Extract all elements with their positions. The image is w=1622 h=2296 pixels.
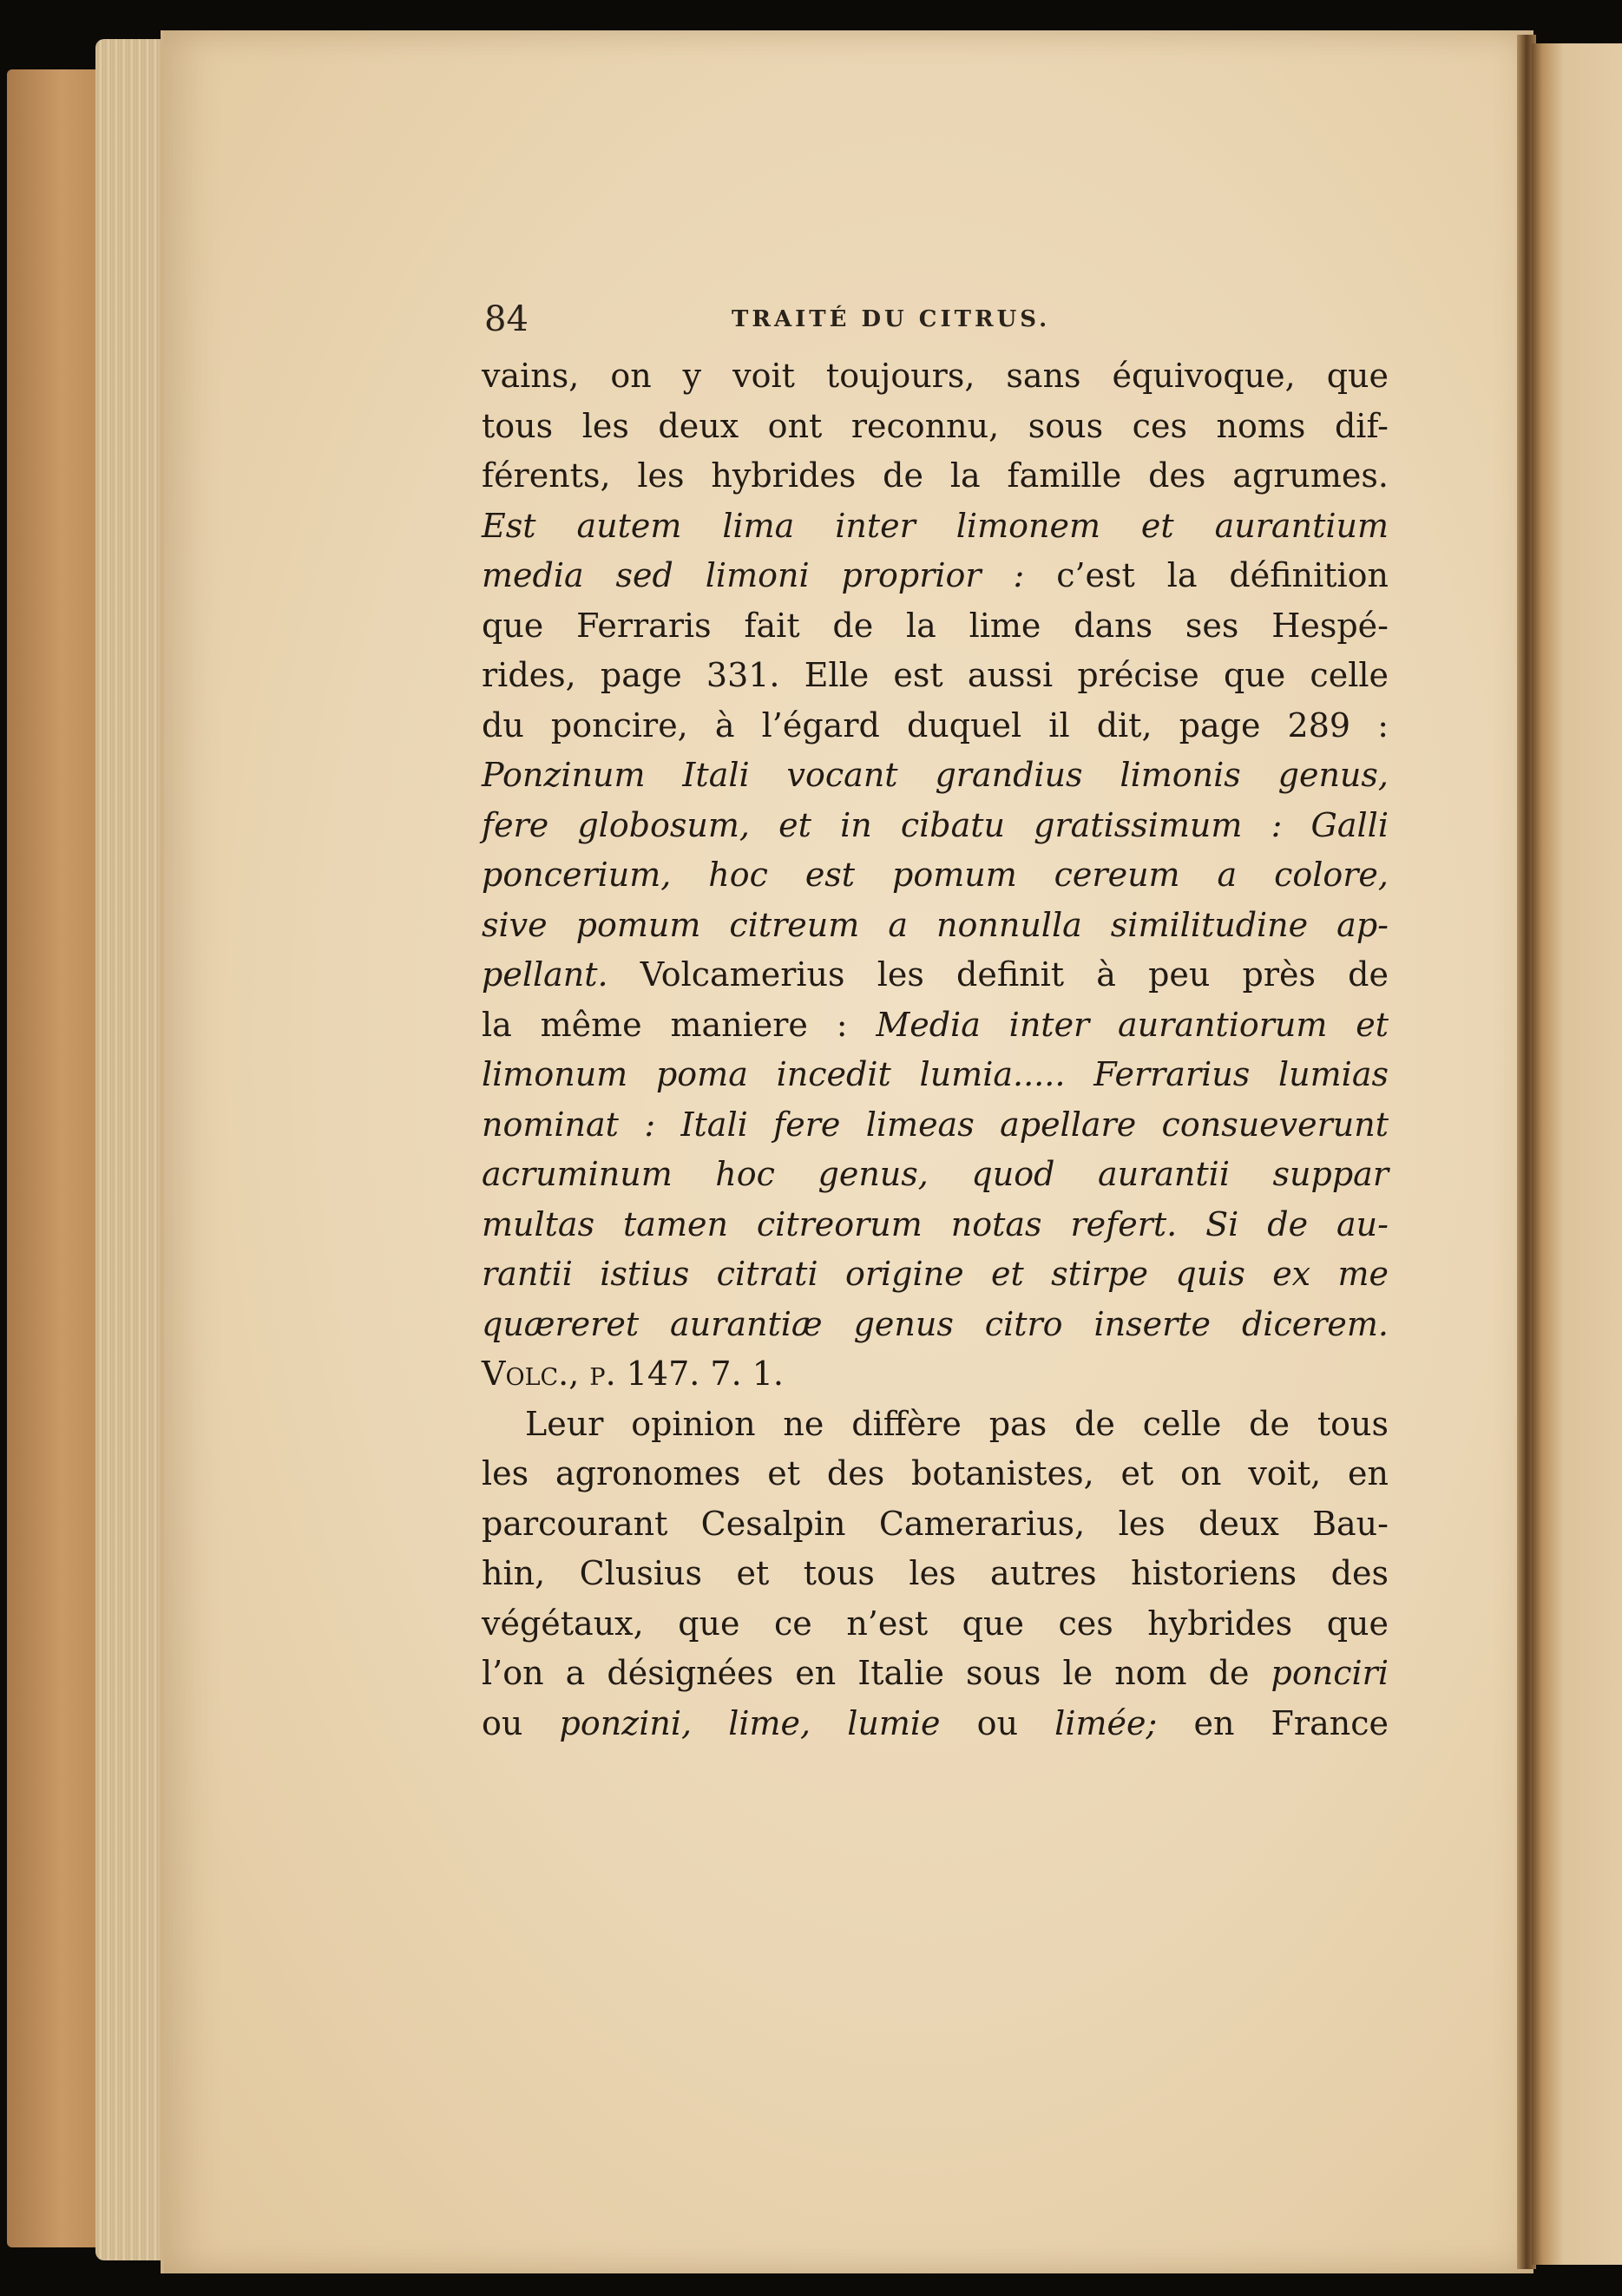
page-header: [484, 299, 1387, 351]
roman-text: ou: [940, 1703, 1019, 1742]
italic-text: Est autem lima inter limonem et aurantium: [482, 506, 1389, 545]
italic-text: quæreret aurantiæ genus citro inserte dicerem.: [482, 1304, 1389, 1343]
text-line: [482, 1100, 1389, 1151]
text-line: [482, 1449, 1389, 1499]
text-line: [482, 850, 1389, 901]
italic-text: limée;: [1018, 1703, 1158, 1742]
text-line: [482, 551, 1389, 601]
roman-text: vains, on y voit toujours, sans équivoque, que: [482, 357, 1389, 395]
text-line: [482, 1349, 1389, 1400]
roman-text: du poncire, à l’égard duquel il dit, page 289 :: [482, 705, 1389, 745]
roman-text: ou: [482, 1703, 523, 1742]
italic-text: nominat : Itali fere limeas apellare consueverunt: [482, 1105, 1389, 1144]
roman-text: l’on a désignées en Italie sous le nom de: [482, 1654, 1250, 1692]
italic-text: media sed limoni proprior :: [482, 556, 1025, 594]
roman-text: que Ferraris fait de la lime dans ses Hespé-: [482, 606, 1389, 645]
facing-page: [1532, 43, 1622, 2265]
text-line: [482, 651, 1389, 701]
text-line: [482, 1250, 1389, 1300]
text-line: [482, 1649, 1389, 1699]
roman-text: végétaux, que ce n’est que ces hybrides que: [482, 1604, 1389, 1643]
roman-text: en France: [1157, 1703, 1389, 1742]
roman-text: hin, Clusius et tous les autres historiens des: [482, 1554, 1389, 1592]
italic-text: fere globosum, et in cibatu gratissimum : Galli: [482, 805, 1389, 844]
text-line: [482, 601, 1389, 652]
roman-text: Volc., p. 147. 7. 1.: [482, 1355, 785, 1393]
roman-text: tous les deux ont reconnu, sous ces noms dif-: [482, 406, 1389, 445]
roman-text: rides, page 331. Elle est aussi précise que celle: [482, 656, 1389, 694]
text-line: [482, 901, 1389, 951]
roman-text: la même maniere :: [482, 1005, 848, 1044]
roman-text: Leur opinion ne diffère pas de celle de tous: [525, 1404, 1389, 1443]
text-line: [482, 1000, 1389, 1051]
italic-text: multas tamen citreorum notas refert. Si de au-: [482, 1204, 1389, 1243]
roman-text: c’est la définition: [1024, 556, 1389, 594]
text-line: [482, 451, 1389, 502]
text-line: [482, 950, 1389, 1000]
page-number: 84: [484, 299, 529, 339]
roman-text: parcourant Cesalpin Camerarius, les deux Bau-: [482, 1504, 1389, 1543]
italic-text: acruminum hoc genus, quod aurantii suppar: [482, 1155, 1389, 1193]
roman-text: férents, les hybrides de la famille des agrumes.: [482, 456, 1389, 495]
text-line: [482, 1400, 1389, 1450]
text-line: [482, 1499, 1389, 1550]
text-line: [482, 1699, 1389, 1749]
text-line: [482, 351, 1389, 402]
text-line: [482, 1599, 1389, 1650]
body-text: [482, 351, 1389, 1748]
italic-text: ponzini, lime, lumie: [522, 1703, 941, 1742]
italic-text: Media inter aurantiorum et: [847, 1005, 1389, 1044]
text-line: [482, 751, 1389, 801]
text-line: [482, 1150, 1389, 1200]
roman-text: les agronomes et des botanistes, et on voit, en: [482, 1454, 1389, 1492]
italic-text: rantii istius citrati origine et stirpe quis ex me: [482, 1255, 1389, 1293]
text-line: [482, 1549, 1389, 1599]
text-line: [482, 402, 1389, 452]
italic-text: ponciri: [1249, 1654, 1389, 1692]
italic-text: poncerium, hoc est pomum cereum a colore,: [482, 856, 1389, 894]
text-line: [482, 1300, 1389, 1350]
text-line: [482, 701, 1389, 751]
roman-text: Volcamerius les definit à peu près de: [607, 955, 1389, 994]
italic-text: pellant.: [482, 955, 608, 994]
italic-text: limonum poma incedit lumia..... Ferrarius lumias: [482, 1055, 1389, 1093]
running-title: TRAITÉ DU CITRUS.: [732, 306, 1051, 332]
italic-text: Ponzinum Itali vocant grandius limonis genus,: [482, 756, 1389, 794]
text-line: [482, 1050, 1389, 1100]
text-line: [482, 801, 1389, 851]
italic-text: sive pomum citreum a nonnulla similitudine ap-: [482, 905, 1389, 944]
text-line: [482, 502, 1389, 552]
text-line: [482, 1200, 1389, 1250]
